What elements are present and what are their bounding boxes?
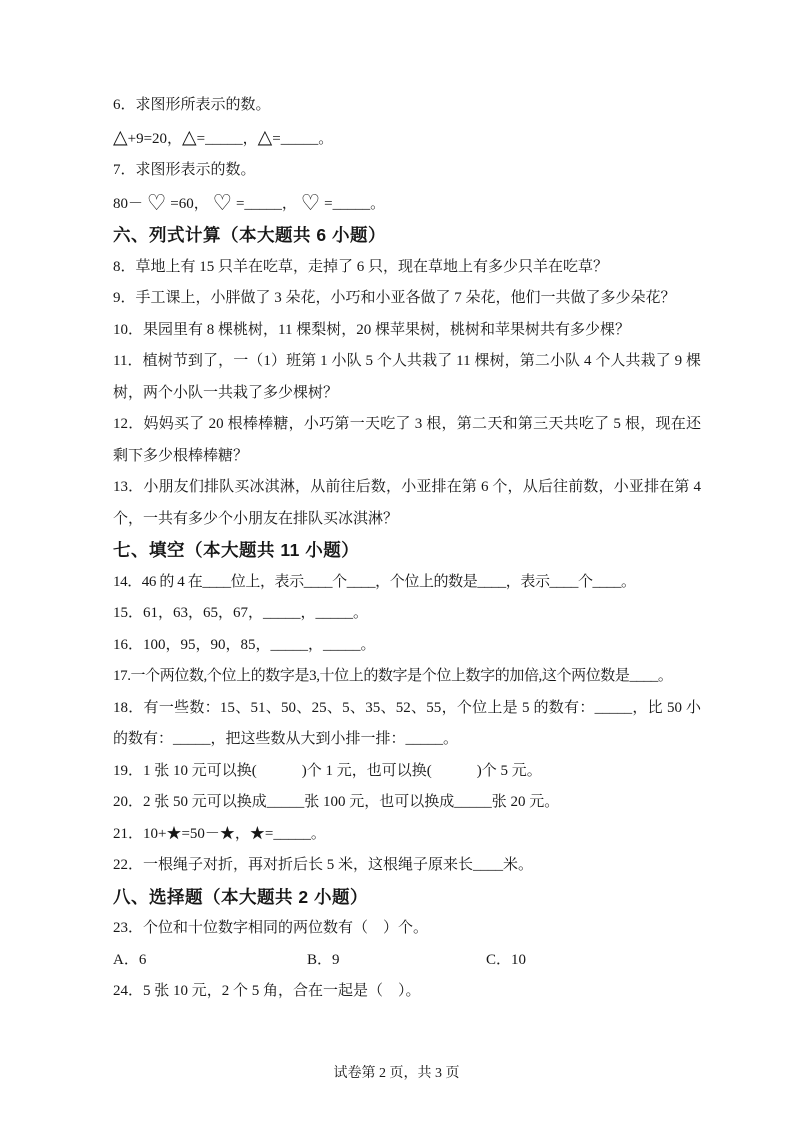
section-heading-8: 八、选择题（本大题共 2 小题） [113, 886, 368, 907]
question-20: 20．2 张 50 元可以换成_____张 100 元，也可以换成_____张 20 元。 [113, 794, 560, 810]
equation-text: +9=20， [127, 130, 183, 147]
heart-symbol: ♡ [300, 189, 321, 215]
equation-blank: =_____。 [272, 130, 334, 147]
question-15: 15．61，63，65，67，_____，_____。 [113, 605, 369, 621]
question-8: 8．草地上有 15 只羊在吃草，走掉了 6 只，现在草地上有多少只羊在吃草？ [113, 258, 609, 275]
question-23-option-c: C．10 [486, 951, 527, 968]
question-7-equation [113, 187, 701, 221]
question-6-equation [113, 122, 701, 156]
question-22: 22．一根绳子对折，再对折后长 5 米，这根绳子原来长____米。 [113, 857, 534, 873]
section-heading-6: 六、列式计算（本大题共 6 小题） [113, 225, 386, 245]
equation-blank: =_____， [196, 130, 258, 147]
heart-symbol: ♡ [212, 189, 233, 215]
question-24: 24．5 张 10 元，2 个 5 角，合在一起是（ ）。 [113, 983, 421, 999]
question-23: 23．个位和十位数字相同的两位数有（ ）个。 [113, 920, 429, 936]
question-23-options [113, 945, 701, 977]
question-23-option-b: B．9 [307, 951, 340, 968]
equation-text: =60， [166, 195, 213, 212]
question-21: 21．10+★=50－★，★=_____。 [113, 825, 326, 842]
heart-symbol: ♡ [146, 189, 167, 215]
equation-text: 80－ [113, 195, 147, 212]
section-heading-7: 七、填空（本大题共 11 小题） [113, 540, 360, 560]
question-19: 19．1 张 10 元可以换( )个 1 元，也可以换( )个 5 元。 [113, 762, 542, 779]
question-12: 12．妈妈买了 20 根棒棒糖，小巧第一天吃了 3 根，第二天和第三天共吃了 5 根，现在还剩下多少根棒棒糖？ [113, 416, 701, 464]
equation-blank: =_____。 [320, 195, 386, 212]
question-16: 16．100，95，90，85，_____，_____。 [113, 636, 376, 653]
question-6-title: 6．求图形所表示的数。 [113, 97, 271, 113]
question-14: 14．46 的 4 在____位上，表示____个____，个位上的数是____，表示____个____。 [113, 573, 636, 590]
question-7-title: 7．求图形表示的数。 [113, 162, 256, 178]
triangle-symbol: △ [257, 126, 273, 148]
question-9: 9．手工课上，小胖做了 3 朵花，小巧和小亚各做了 7 朵花，他们一共做了多少朵花？ [113, 290, 676, 306]
question-23-option-a: A．6 [113, 951, 147, 968]
question-17: 17.一个两位数,个位上的数字是3,十位上的数字是个位上数字的加倍,这个两位数是____。 [113, 668, 673, 684]
triangle-symbol: △ [182, 126, 197, 148]
question-11: 11．植树节到了，一（1）班第 1 小队 5 个人共栽了 11 棵树，第二小队 4 个人共栽了 9 棵树，两个小队一共栽了多少棵树？ [113, 353, 701, 401]
question-18: 18．有一些数：15、51、50、25、5、35、52、55，个位上是 5 的数有：_____，比 50 小的数有：_____，把这些数从大到小排一排：_____。 [113, 699, 701, 747]
question-13: 13．小朋友们排队买冰淇淋，从前往后数，小亚排在第 6 个，从后往前数，小亚排在第 4 个，一共有多少个小朋友在排队买冰淇淋？ [113, 479, 701, 527]
triangle-symbol: △ [113, 126, 128, 148]
question-10: 10．果园里有 8 棵桃树，11 棵梨树，20 棵苹果树，桃树和苹果树共有多少棵？ [113, 321, 630, 338]
page-footer: 试卷第 2 页，共 3 页 [333, 1066, 460, 1081]
equation-blank: =_____， [232, 195, 301, 212]
